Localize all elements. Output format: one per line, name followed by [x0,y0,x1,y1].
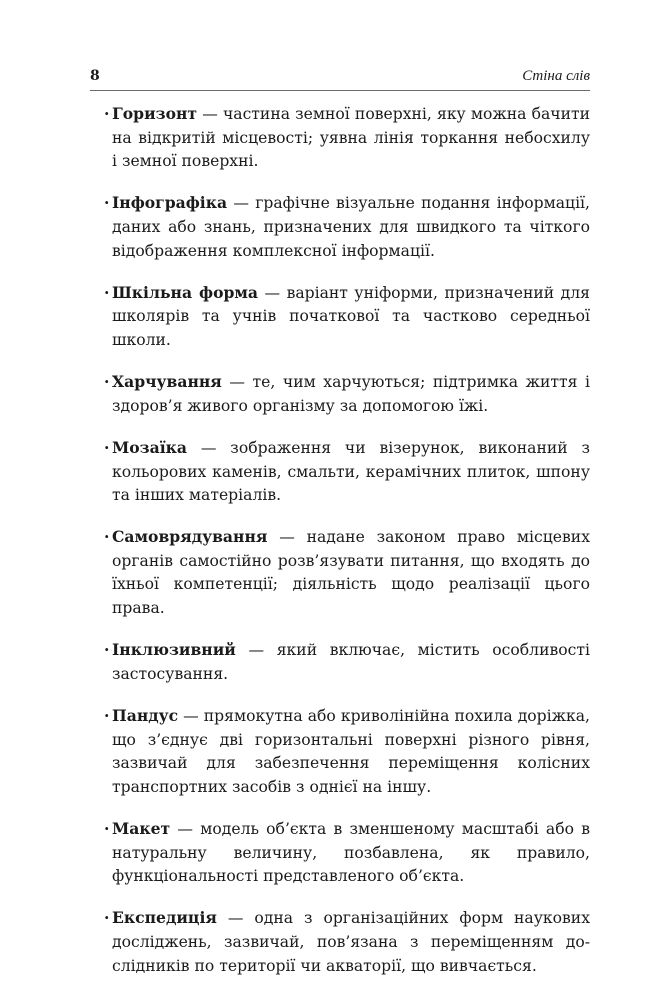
glossary-entry-nutrition [104,370,590,418]
glossary-entry-infographics [104,191,590,263]
definition: — частина земної поверхні, яку можна бачити на відкритій місцевості; уявна лінія торкання небосхилу і земної поверхні. [112,105,590,171]
bullet-icon: · [104,437,110,457]
header-divider [90,90,590,91]
term: Інклюзивний [112,640,236,660]
glossary-entry-horizon [104,102,590,174]
bullet-icon: · [104,372,110,392]
term: Інфографіка [112,193,228,213]
definition: — який включає, містить особливості застосування. [112,641,590,683]
term: Самоврядування [112,527,268,547]
glossary-entry-school-uniform [104,281,590,353]
term: Експедиція [112,908,217,928]
bullet-icon: · [104,640,110,660]
glossary-entry-self-government [104,525,590,620]
page-number: 8 [90,68,100,84]
definition: — зображення чи візерунок, виконаний з кольорових каменів, смальти, керамічних плиток, шпону та інших матеріалів. [112,438,590,505]
bullet-icon: · [104,819,110,838]
running-title: Стіна слів [522,68,590,84]
glossary-entry-inclusive [104,638,590,686]
glossary-list [104,102,590,996]
bullet-icon: · [104,908,110,928]
definition: — модель об’єкта в зменшеному масштабі або в натуральну величину, позбавлена, як правило, функціональності представленого об’єкта. [112,820,590,886]
glossary-entry-model [104,817,590,889]
bullet-icon: · [104,282,110,302]
definition: — одна з організаційних форм наукових досліджень, зазвичай, пов’язана з переміщенням дослідників по території чи акваторії, що вивчається. [112,909,590,975]
term: Мозаїка [112,437,188,457]
bullet-icon: · [104,706,110,726]
term: Харчування [112,372,222,392]
bullet-icon: · [104,193,110,213]
definition: — прямокутна або криволінійна похила доріжка, що з’єднує дві горизонтальні поверхні різного рівня, зазвичай для забезпечення переміщення колісних транспортних засобів з однієї на іншу. [112,707,590,796]
definition: — надане законом право місцевих органів самостійно розв’язувати питання, що входять до їхньої компетенції; діяльність щодо реалізації цього права. [112,528,590,618]
bullet-icon: · [104,104,110,123]
term: Макет [112,819,171,838]
definition: — те, чим харчуються; підтримка життя і здоров’я живого організму за допомогою їжі. [112,373,590,415]
bullet-icon: · [104,527,110,547]
glossary-entry-expedition [104,906,590,978]
term: Пандус [112,706,179,726]
term: Горизонт [112,104,198,123]
page-header [90,68,590,88]
term: Шкільна форма [112,282,259,302]
glossary-entry-mosaic [104,436,590,508]
definition: — варіант уніформи, призначений для школярів та учнів початкової та частково середньої школи. [112,283,590,349]
glossary-entry-ramp [104,704,590,799]
definition: — графічне візуальне подання інформації, даних або знань, призначених для швидкого та чіткого відображення комплексної інформації. [112,194,590,260]
